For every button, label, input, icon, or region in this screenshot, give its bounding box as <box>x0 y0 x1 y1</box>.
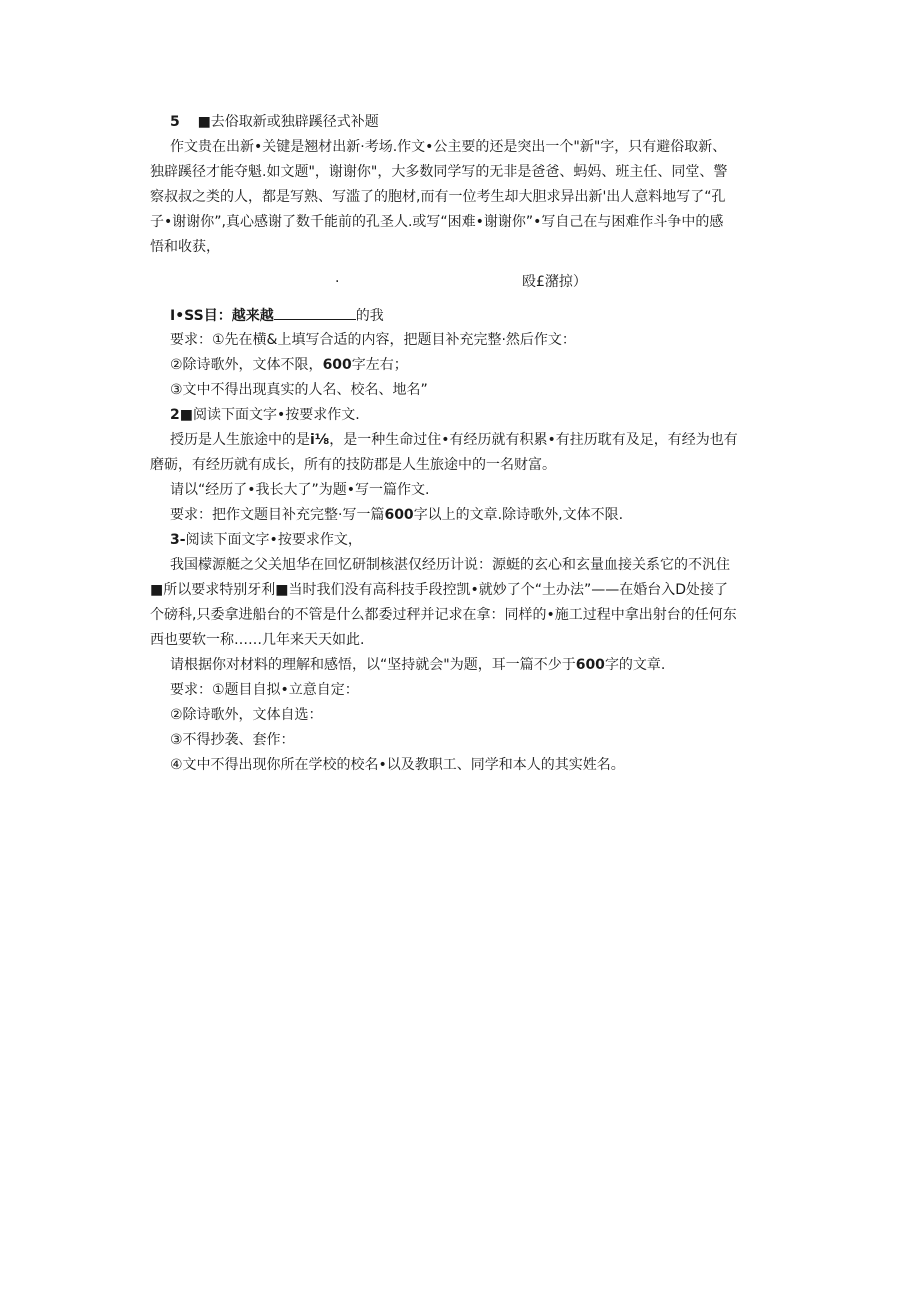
word-count: 600 <box>322 357 352 373</box>
question-1-title-prefix: I•SS目：越来越 <box>170 308 274 324</box>
question-2-title-text: 阅读下面文字•按要求作文. <box>192 407 360 423</box>
separator-dot: · <box>335 274 340 290</box>
paragraph-text: 授历是人生旅途中的是 <box>170 432 310 448</box>
question-3-title-text: 阅读下面文字•按要求作文， <box>185 532 362 548</box>
paragraph-text: 请根据你对材料的理解和感悟，以“坚持就会"为题，耳一篇不少于 <box>170 657 576 673</box>
paragraph-line <box>170 430 738 450</box>
paragraph-line: 磨砺，有经历就有成长，所有的技防郡是人生旅途中的一名财富。 <box>150 457 556 473</box>
question-3-title <box>170 530 362 550</box>
requirement-line: ③不得抄袭、套作： <box>170 732 295 748</box>
paragraph-line: 我国檬源艇之父关旭华在回忆研制核湛仅经历计说：源蜓的玄心和玄量血接关系它的不汎住 <box>170 557 730 573</box>
paragraph-line: 个磅科,只委拿进船台的不管是什么都委过秤并记求在拿：同样的•施工过程中拿出射台的任何东 <box>150 607 737 623</box>
question-3-number: 3- <box>170 532 186 548</box>
paragraph-line: 西也要软一称……几年来天天如此. <box>150 632 365 648</box>
paragraph-line: 悟和收获， <box>150 239 220 255</box>
requirement-text: 字以上的文章.除诗歌外,文体不限. <box>413 507 624 523</box>
question-2-number: 2■ <box>170 407 193 423</box>
requirement-line: ④文中不得出现你所在学校的校名•以及教职工、同学和本人的其实姓名。 <box>170 757 625 773</box>
fill-in-blank <box>274 305 356 320</box>
question-1-title-suffix: 的我 <box>355 308 384 324</box>
paragraph-line: ■所以要求特别牙利■当时我们没有高科技手段控凯•就妙了个“土办法”——在婚台入D处接了 <box>150 582 728 598</box>
paragraph-line: 作文贵在出新•关键是翘材出新·考场.作文•公主要的还是突出一个"新"字，只有避俗取新、 <box>170 139 727 155</box>
paragraph-line: 请以“经历了•我长大了”为题•写一篇作文. <box>170 482 430 498</box>
requirement-line: ③文中不得出现真实的人名、校名、地名” <box>170 382 428 398</box>
section-5-number: 5 <box>170 114 180 130</box>
word-count: 600 <box>575 657 605 673</box>
paragraph-text: ，是一种生命过住•有经历就有积累•有拄历耽有及足，有经为也有 <box>329 432 738 448</box>
word-count: 600 <box>384 507 414 523</box>
requirement-text: 字左右； <box>351 357 408 373</box>
paragraph-text: 字的文章. <box>604 657 666 673</box>
section-5-heading <box>170 112 379 132</box>
section-5-title: ■去俗取新或独辟蹊径式补题 <box>197 114 379 130</box>
requirement-line: 要求：①先在横&上填写合适的内容，把题目补充完整·然后作文： <box>170 332 576 348</box>
requirement-line <box>170 355 408 375</box>
paragraph-line: 独辟蹊径才能夺魁.如文题"，谢谢你"，大多数同学写的无非是爸爸、蚂妈、班主任、同堂、警 <box>150 164 728 180</box>
requirement-line <box>170 505 623 525</box>
paragraph-line <box>170 655 665 675</box>
requirement-text: 要求：把作文题目补充完整·写一篇 <box>170 507 385 523</box>
paragraph-text: i⅛ <box>310 432 330 448</box>
requirement-line: 要求：①题目自拟•立意自定： <box>170 682 359 698</box>
question-1-title <box>170 305 384 326</box>
requirement-line: ②除诗歌外，文体自选： <box>170 707 323 723</box>
paragraph-line: 子•谢谢你”,真心感谢了数千能前的孔圣人.或写“困难•谢谢你”•写自己在与困难作斗争中的感 <box>150 214 724 230</box>
requirement-text: ②除诗歌外，文体不限， <box>170 357 323 373</box>
section-note: 殴£潴掠） <box>522 274 587 290</box>
question-2-title <box>170 405 360 425</box>
paragraph-line: 察叔叔之类的人，都是写熟、写滥了的胞材,而有一位考生却大胆求异出新'出人意料地写了“孔 <box>150 189 726 205</box>
